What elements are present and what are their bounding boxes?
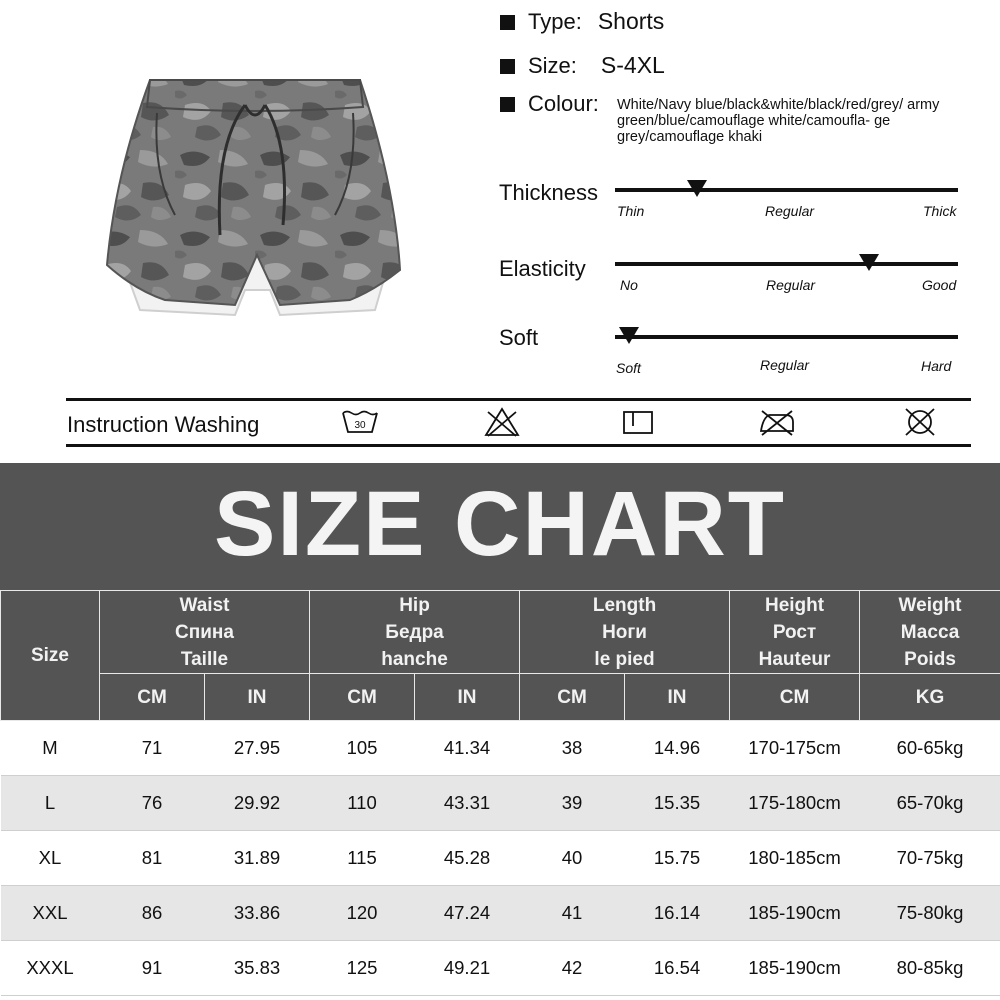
size-header: Size: [1, 591, 100, 721]
scale-marker-icon: [859, 254, 879, 271]
table-row: [1, 886, 1000, 941]
divider: [66, 398, 971, 401]
do-not-bleach-icon: [482, 404, 522, 440]
table-cell: 15.75: [625, 831, 730, 886]
scale-line: [615, 188, 958, 192]
scale-title: Soft: [499, 325, 539, 350]
table-cell: 81: [100, 831, 205, 886]
table-cell: 35.83: [205, 941, 310, 996]
table-cell: 47.24: [415, 886, 520, 941]
table-cell: 71: [100, 721, 205, 776]
size-cell: XL: [1, 831, 100, 886]
type-label: Type:: [528, 9, 582, 34]
scale-mid-label: Regular: [765, 203, 815, 219]
colour-label: Colour:: [528, 91, 599, 116]
size-cell: XXXL: [1, 941, 100, 996]
size-label: Size:: [528, 53, 577, 78]
scale-mid-label: Regular: [760, 357, 810, 373]
scale-right-label: Thick: [923, 203, 957, 219]
spec-colour: [500, 91, 599, 117]
size-cell: L: [1, 776, 100, 831]
size-cell: XXL: [1, 886, 100, 941]
table-cell: 45.28: [415, 831, 520, 886]
unit-header: IN: [625, 674, 730, 721]
scale-marker-icon: [619, 327, 639, 344]
table-cell: 76: [100, 776, 205, 831]
size-cell: M: [1, 721, 100, 776]
unit-header: CM: [520, 674, 625, 721]
table-row: [1, 721, 1000, 776]
size-table: [0, 590, 1000, 996]
unit-header: IN: [205, 674, 310, 721]
table-cell: 110: [310, 776, 415, 831]
scale-title: Thickness: [499, 180, 599, 205]
table-cell: 180-185cm: [730, 831, 860, 886]
wash-30-icon: [340, 404, 380, 440]
spec-type: [500, 8, 664, 35]
table-cell: 14.96: [625, 721, 730, 776]
unit-header: CM: [100, 674, 205, 721]
scale-right-label: Hard: [921, 358, 952, 374]
unit-header: CM: [730, 674, 860, 721]
table-cell: 115: [310, 831, 415, 886]
scale-left-label: Thin: [617, 203, 645, 219]
scale-left-label: Soft: [616, 360, 641, 376]
unit-header: KG: [860, 674, 1000, 721]
spec-size: [500, 52, 665, 79]
hip-header: Hip Бедра hanche: [310, 591, 520, 674]
table-cell: 40: [520, 831, 625, 886]
table-cell: 49.21: [415, 941, 520, 996]
bullet-icon: [500, 15, 515, 30]
type-value: Shorts: [597, 8, 665, 34]
table-cell: 80-85kg: [860, 941, 1000, 996]
table-cell: 15.35: [625, 776, 730, 831]
table-row: [1, 776, 1000, 831]
table-cell: 60-65kg: [860, 721, 1000, 776]
scale-line: [615, 335, 958, 339]
tumble-dry-icon: [618, 404, 658, 440]
table-cell: 185-190cm: [730, 941, 860, 996]
length-header: Length Ноги le pied: [520, 591, 730, 674]
colour-value: White/Navy blue/black&white/black/red/grey/ army green/blue/camouflage white/camoufla- ge grey/camouflage khaki: [617, 97, 940, 145]
table-cell: 33.86: [205, 886, 310, 941]
scale-right-label: Good: [922, 277, 957, 293]
table-cell: 16.54: [625, 941, 730, 996]
size-value: S-4XL: [600, 52, 665, 78]
divider: [66, 444, 971, 447]
shorts-illustration: [95, 65, 415, 345]
table-cell: 16.14: [625, 886, 730, 941]
table-cell: 27.95: [205, 721, 310, 776]
table-cell: 125: [310, 941, 415, 996]
wash-temp-text: 30: [354, 420, 366, 431]
scale-marker-icon: [687, 180, 707, 197]
waist-header: Waist Спина Taille: [100, 591, 310, 674]
scale-line: [615, 262, 958, 266]
table-row: [1, 941, 1000, 996]
unit-header: CM: [310, 674, 415, 721]
washing-label: Instruction Washing: [67, 412, 260, 437]
do-not-dry-clean-icon: [900, 404, 940, 440]
table-cell: 29.92: [205, 776, 310, 831]
table-cell: 70-75kg: [860, 831, 1000, 886]
table-cell: 41.34: [415, 721, 520, 776]
table-cell: 41: [520, 886, 625, 941]
table-cell: 38: [520, 721, 625, 776]
table-cell: 170-175cm: [730, 721, 860, 776]
table-cell: 75-80kg: [860, 886, 1000, 941]
size-chart-title: SIZE CHART: [214, 473, 786, 575]
scale-title: Elasticity: [499, 256, 586, 281]
unit-header: IN: [415, 674, 520, 721]
table-cell: 31.89: [205, 831, 310, 886]
table-cell: 120: [310, 886, 415, 941]
table-cell: 39: [520, 776, 625, 831]
table-cell: 175-180cm: [730, 776, 860, 831]
bullet-icon: [500, 97, 515, 112]
bullet-icon: [500, 59, 515, 74]
do-not-iron-icon: [757, 404, 797, 440]
scale-left-label: No: [620, 277, 638, 293]
table-cell: 42: [520, 941, 625, 996]
weight-header: Weight Масса Poids: [860, 591, 1000, 674]
table-cell: 86: [100, 886, 205, 941]
scale-mid-label: Regular: [766, 277, 816, 293]
table-cell: 105: [310, 721, 415, 776]
height-header: Height Рост Hauteur: [730, 591, 860, 674]
table-cell: 91: [100, 941, 205, 996]
table-cell: 185-190cm: [730, 886, 860, 941]
table-cell: 65-70kg: [860, 776, 1000, 831]
table-row: [1, 831, 1000, 886]
table-cell: 43.31: [415, 776, 520, 831]
